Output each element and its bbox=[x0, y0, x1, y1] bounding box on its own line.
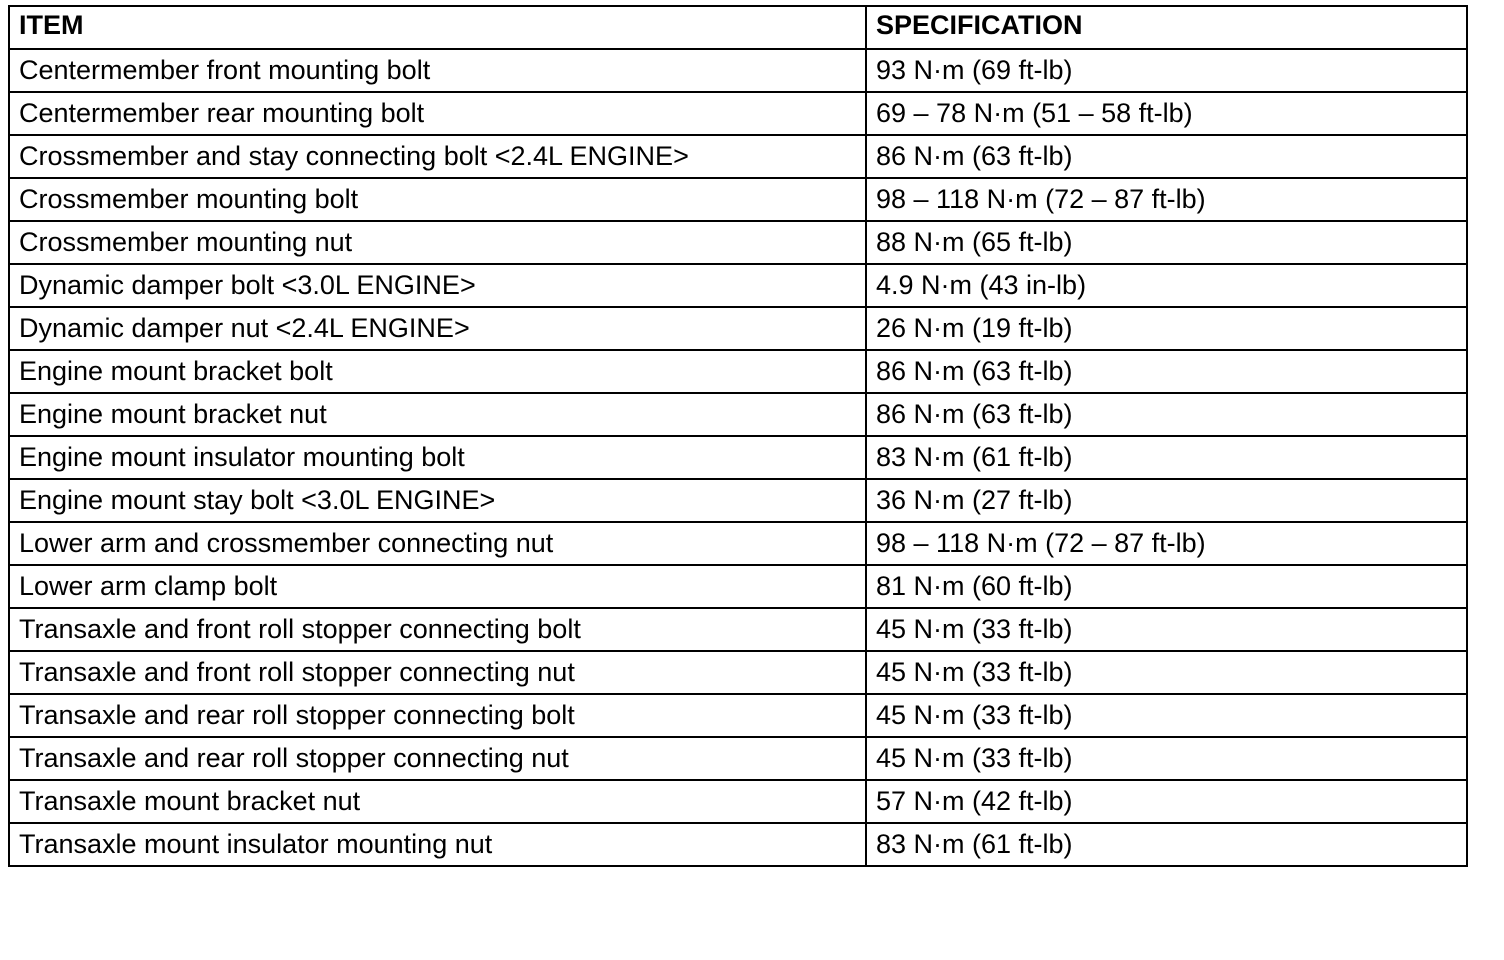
item-cell: Transaxle mount insulator mounting nut bbox=[9, 823, 866, 866]
table-row bbox=[9, 92, 1467, 135]
table-row bbox=[9, 350, 1467, 393]
table-row bbox=[9, 694, 1467, 737]
item-cell: Transaxle and rear roll stopper connecting nut bbox=[9, 737, 866, 780]
table-row bbox=[9, 393, 1467, 436]
table-header-row bbox=[9, 6, 1467, 49]
spec-cell: 36 N·m (27 ft-lb) bbox=[866, 479, 1467, 522]
spec-cell: 26 N·m (19 ft-lb) bbox=[866, 307, 1467, 350]
item-cell: Lower arm and crossmember connecting nut bbox=[9, 522, 866, 565]
spec-cell: 4.9 N·m (43 in-lb) bbox=[866, 264, 1467, 307]
item-cell: Transaxle and rear roll stopper connecting bolt bbox=[9, 694, 866, 737]
spec-cell: 81 N·m (60 ft-lb) bbox=[866, 565, 1467, 608]
table-row bbox=[9, 221, 1467, 264]
table-row bbox=[9, 651, 1467, 694]
spec-cell: 93 N·m (69 ft-lb) bbox=[866, 49, 1467, 92]
torque-spec-table bbox=[8, 5, 1468, 867]
item-cell: Transaxle and front roll stopper connecting bolt bbox=[9, 608, 866, 651]
item-cell: Centermember rear mounting bolt bbox=[9, 92, 866, 135]
item-cell: Centermember front mounting bolt bbox=[9, 49, 866, 92]
table-row bbox=[9, 522, 1467, 565]
table-row bbox=[9, 264, 1467, 307]
item-cell: Engine mount insulator mounting bolt bbox=[9, 436, 866, 479]
item-cell: Crossmember mounting bolt bbox=[9, 178, 866, 221]
spec-cell: 98 – 118 N·m (72 – 87 ft-lb) bbox=[866, 522, 1467, 565]
item-cell: Dynamic damper nut <2.4L ENGINE> bbox=[9, 307, 866, 350]
spec-cell: 98 – 118 N·m (72 – 87 ft-lb) bbox=[866, 178, 1467, 221]
table-row bbox=[9, 780, 1467, 823]
spec-cell: 45 N·m (33 ft-lb) bbox=[866, 651, 1467, 694]
table-row bbox=[9, 608, 1467, 651]
spec-cell: 45 N·m (33 ft-lb) bbox=[866, 737, 1467, 780]
item-cell: Engine mount stay bolt <3.0L ENGINE> bbox=[9, 479, 866, 522]
spec-cell: 86 N·m (63 ft-lb) bbox=[866, 350, 1467, 393]
spec-cell: 86 N·m (63 ft-lb) bbox=[866, 393, 1467, 436]
header-specification: SPECIFICATION bbox=[866, 6, 1467, 49]
spec-cell: 45 N·m (33 ft-lb) bbox=[866, 694, 1467, 737]
header-item: ITEM bbox=[9, 6, 866, 49]
table-row bbox=[9, 823, 1467, 866]
spec-cell: 83 N·m (61 ft-lb) bbox=[866, 436, 1467, 479]
item-cell: Transaxle mount bracket nut bbox=[9, 780, 866, 823]
table-row bbox=[9, 307, 1467, 350]
spec-cell: 83 N·m (61 ft-lb) bbox=[866, 823, 1467, 866]
table-row bbox=[9, 565, 1467, 608]
table-row bbox=[9, 178, 1467, 221]
table-body bbox=[9, 49, 1467, 866]
item-cell: Crossmember and stay connecting bolt <2.4L ENGINE> bbox=[9, 135, 866, 178]
table-row bbox=[9, 479, 1467, 522]
spec-cell: 88 N·m (65 ft-lb) bbox=[866, 221, 1467, 264]
table-row bbox=[9, 49, 1467, 92]
item-cell: Lower arm clamp bolt bbox=[9, 565, 866, 608]
spec-cell: 57 N·m (42 ft-lb) bbox=[866, 780, 1467, 823]
table-row bbox=[9, 135, 1467, 178]
item-cell: Engine mount bracket nut bbox=[9, 393, 866, 436]
spec-cell: 86 N·m (63 ft-lb) bbox=[866, 135, 1467, 178]
table-row bbox=[9, 436, 1467, 479]
table-row bbox=[9, 737, 1467, 780]
spec-cell: 45 N·m (33 ft-lb) bbox=[866, 608, 1467, 651]
item-cell: Dynamic damper bolt <3.0L ENGINE> bbox=[9, 264, 866, 307]
item-cell: Engine mount bracket bolt bbox=[9, 350, 866, 393]
spec-cell: 69 – 78 N·m (51 – 58 ft-lb) bbox=[866, 92, 1467, 135]
item-cell: Crossmember mounting nut bbox=[9, 221, 866, 264]
item-cell: Transaxle and front roll stopper connecting nut bbox=[9, 651, 866, 694]
